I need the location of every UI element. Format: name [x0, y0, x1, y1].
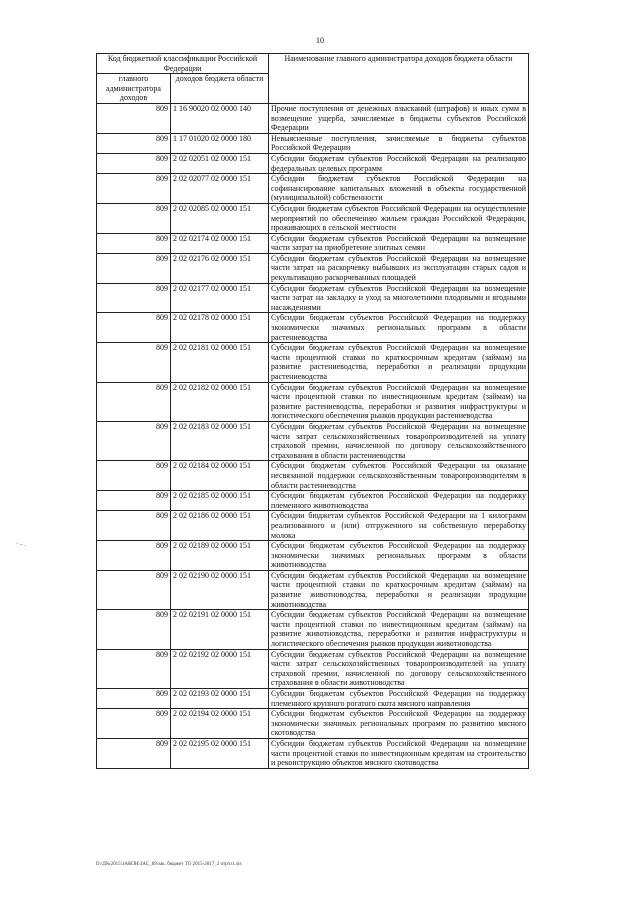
admin-code-cell: 809 [97, 133, 171, 153]
table-row [97, 491, 529, 511]
admin-code-cell: 809 [97, 541, 171, 571]
admin-code-cell: 809 [97, 283, 171, 313]
admin-code-cell: 809 [97, 689, 171, 709]
table-row [97, 203, 529, 233]
table-row [97, 174, 529, 204]
revenue-code-cell: 2 02 02192 02 0000 151 [171, 649, 269, 688]
revenue-administrators-table [96, 53, 529, 769]
name-cell: Субсидии бюджетам субъектов Российской Федерации на софинансирование капитальных вложений в объекты государственной (муниципальной) собственности [269, 174, 529, 204]
admin-code-cell: 809 [97, 253, 171, 283]
admin-code-cell: 809 [97, 491, 171, 511]
table-row [97, 709, 529, 739]
revenue-code-cell: 2 02 02085 02 0000 151 [171, 203, 269, 233]
name-cell: Субсидии бюджетам субъектов Российской Федерации на возмещение части процентной ставки по инвестиционным кредитам (займам) на развитие животноводства, переработки и развития инфраструктуры и логистического обеспечения рынков продукции животноводства [269, 610, 529, 649]
margin-mark: · - . [16, 540, 26, 548]
revenue-code-cell: 2 02 02176 02 0000 151 [171, 253, 269, 283]
name-cell: Субсидии бюджетам субъектов Российской Федерации на реализацию федеральных целевых программ [269, 153, 529, 173]
header-revenue: доходов бюджета области [171, 74, 269, 104]
header-admin: главного администратора доходов [97, 74, 171, 104]
table-row [97, 610, 529, 649]
name-cell: Субсидии бюджетам субъектов Российской Федерации на возмещение части затрат сельскохозяйственных товаропроизводителей на уплату страховой премии, начисленной по договору сельскохозяйственного страхования в области животноводства [269, 649, 529, 688]
name-cell: Субсидии бюджетам субъектов Российской Федерации на оказание несвязанной поддержки сельскохозяйственным товаропроизводителям в области растениеводства [269, 461, 529, 491]
name-cell: Субсидии бюджетам субъектов Российской Федерации на возмещение части затрат на закладку и уход за многолетними плодовыми и ягодными насаждениями [269, 283, 529, 313]
name-cell: Субсидии бюджетам субъектов Российской Федерации на возмещение части затрат сельскохозяйственных товаропроизводителей на уплату страховой премии, начисленной по договору сельскохозяйственного страхования в области растениеводства [269, 421, 529, 460]
revenue-code-cell: 2 02 02194 02 0000 151 [171, 709, 269, 739]
name-cell: Субсидии бюджетам субъектов Российской Федерации на возмещение части процентной ставки по инвестиционным кредитам (займам) на развитие растениеводства, переработки и развития инфраструктуры и логистического обеспечения рынков продукции растениеводства [269, 382, 529, 421]
admin-code-cell: 809 [97, 233, 171, 253]
table-row [97, 738, 529, 768]
table-row [97, 649, 529, 688]
name-cell: Субсидии бюджетам субъектов Российской Федерации на поддержку экономически значимых региональных программ в области растениеводства [269, 313, 529, 343]
revenue-code-cell: 2 02 02191 02 0000 151 [171, 610, 269, 649]
name-cell: Субсидии бюджетам субъектов Российской Федерации на поддержку экономически значимых региональных программ по развитию мясного скотоводства [269, 709, 529, 739]
name-cell: Субсидии бюджетам субъектов Российской Федерации на возмещение части процентной ставки по краткосрочным кредитам (займам) на развитие растениеводства, переработки и реализации продукции растениеводства [269, 343, 529, 382]
header-code-group: Код бюджетной классификации Российской Федерации [97, 54, 269, 74]
name-cell: Субсидии бюджетам субъектов Российской Федерации на поддержку племенного крупного рогатого скота мясного направления [269, 689, 529, 709]
admin-code-cell: 809 [97, 343, 171, 382]
name-cell: Субсидии бюджетам субъектов Российской Федерации на поддержку племенного животноводства [269, 491, 529, 511]
revenue-code-cell: 2 02 02182 02 0000 151 [171, 382, 269, 421]
name-cell: Субсидии бюджетам субъектов Российской Федерации на возмещение части затрат на приобретение элитных семян [269, 233, 529, 253]
revenue-code-cell: 2 02 02195 02 0000 151 [171, 738, 269, 768]
revenue-code-cell: 2 02 02186 02 0000 151 [171, 511, 269, 541]
name-cell: Субсидии бюджетам субъектов Российской Федерации на возмещение части затрат на раскорчевку выбывших из эксплуатации старых садов и рекультивацию раскорчеванных площадей [269, 253, 529, 283]
table-row [97, 343, 529, 382]
revenue-code-cell: 1 16 90020 02 0000 140 [171, 103, 269, 133]
admin-code-cell: 809 [97, 738, 171, 768]
table-row [97, 511, 529, 541]
table-row [97, 541, 529, 571]
revenue-code-cell: 2 02 02051 02 0000 151 [171, 153, 269, 173]
admin-code-cell: 809 [97, 421, 171, 460]
revenue-code-cell: 2 02 02177 02 0000 151 [171, 283, 269, 313]
revenue-code-cell: 2 02 02178 02 0000 151 [171, 313, 269, 343]
revenue-code-cell: 2 02 02190 02 0000 151 [171, 570, 269, 609]
admin-code-cell: 809 [97, 174, 171, 204]
revenue-code-cell: 2 02 02183 02 0000 151 [171, 421, 269, 460]
name-cell: Субсидии бюджетам субъектов Российской Федерации на поддержку экономически значимых региональных программ в области животноводства [269, 541, 529, 571]
admin-code-cell: 809 [97, 709, 171, 739]
table-row [97, 313, 529, 343]
name-cell: Прочие поступления от денежных взысканий (штрафов) и иных сумм в возмещение ущерба, зачисляемые в бюджеты субъектов Российской Федерации [269, 103, 529, 133]
admin-code-cell: 809 [97, 313, 171, 343]
admin-code-cell: 809 [97, 203, 171, 233]
admin-code-cell: 809 [97, 649, 171, 688]
header-name: Наименование главного администратора доходов бюджета области [269, 54, 529, 104]
name-cell: Субсидии бюджетам субъектов Российской Федерации на возмещение части процентной ставки по краткосрочным кредитам (займам) на развитие животноводства, переработки и реализации продукции животноводства [269, 570, 529, 609]
admin-code-cell: 809 [97, 610, 171, 649]
table-row [97, 689, 529, 709]
revenue-code-cell: 2 02 02185 02 0000 151 [171, 491, 269, 511]
table-row [97, 570, 529, 609]
table-row [97, 233, 529, 253]
table-row [97, 103, 529, 133]
name-cell: Субсидии бюджетам субъектов Российской Федерации на возмещение части процентной ставки по инвестиционным кредитам на строительство и реконструкцию объектов мясного скотоводства [269, 738, 529, 768]
admin-code-cell: 809 [97, 570, 171, 609]
name-cell: Субсидии бюджетам субъектов Российской Федерации на 1 килограмм реализованного и (или) отгруженного на собственную переработку молока [269, 511, 529, 541]
admin-code-cell: 809 [97, 382, 171, 421]
revenue-code-cell: 2 02 02193 02 0000 151 [171, 689, 269, 709]
revenue-code-cell: 2 02 02189 02 0000 151 [171, 541, 269, 571]
name-cell: Субсидии бюджетам субъектов Российской Федерации на осуществление мероприятий по обеспечению жильем граждан Российской Федерации, проживающих в сельской местности [269, 203, 529, 233]
revenue-code-cell: 1 17 01020 02 0000 180 [171, 133, 269, 153]
revenue-code-cell: 2 02 02184 02 0000 151 [171, 461, 269, 491]
footer-file-path: D:\Д№2015\ЗАКОН\ЗАС_89\зак. бюджет ТО 2015-2017_2 чтр\п1.xls [96, 862, 242, 867]
table-row [97, 461, 529, 491]
table-body [97, 103, 529, 768]
table-row [97, 153, 529, 173]
revenue-code-cell: 2 02 02174 02 0000 151 [171, 233, 269, 253]
table-row [97, 421, 529, 460]
table-header-row-1 [97, 54, 529, 74]
table-row [97, 283, 529, 313]
revenue-code-cell: 2 02 02181 02 0000 151 [171, 343, 269, 382]
page-number: 10 [316, 36, 324, 45]
name-cell: Невыясненные поступления, зачисляемые в бюджеты субъектов Российской Федерации [269, 133, 529, 153]
table-row [97, 253, 529, 283]
admin-code-cell: 809 [97, 103, 171, 133]
table-row [97, 133, 529, 153]
admin-code-cell: 809 [97, 153, 171, 173]
admin-code-cell: 809 [97, 511, 171, 541]
table-row [97, 382, 529, 421]
admin-code-cell: 809 [97, 461, 171, 491]
revenue-code-cell: 2 02 02077 02 0000 151 [171, 174, 269, 204]
